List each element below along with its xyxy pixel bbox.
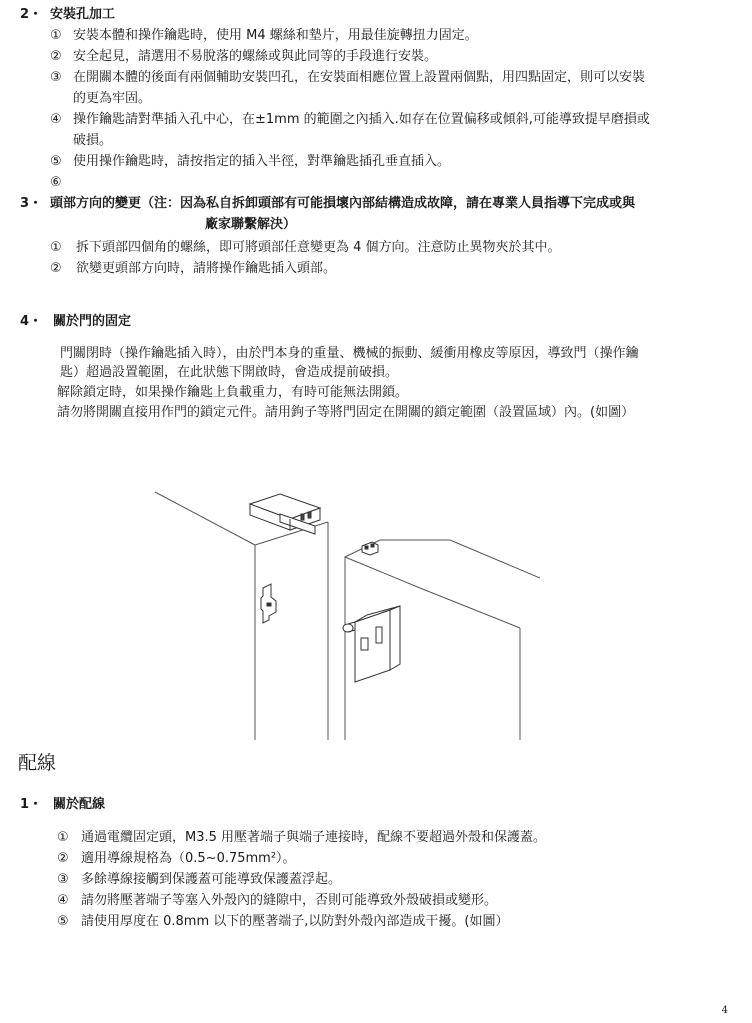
item-text: 適用導線規格為（0.5~0.75mm²）。 (81, 851, 296, 866)
paragraph-text: 解除鎖定時，如果操作鑰匙上負載重力，有時可能無法開鎖。 (57, 385, 409, 400)
item-text: 欲變更頭部方向時，請將操作鑰匙插入頭部。 (76, 261, 337, 276)
item-text: 請使用厚度在 0.8mm 以下的壓著端子,以防對外殼內部造成干擾。(如圖） (81, 914, 509, 929)
item-marker: ③ (50, 70, 62, 85)
item-marker: ① (50, 28, 62, 43)
sec2-title: 安裝孔加工 (50, 7, 116, 22)
sec3-number: 3・ (20, 196, 43, 211)
wiring-sec1-title: 關於配線 (53, 797, 106, 812)
item-marker: ④ (50, 112, 62, 127)
item-text: 拆下頭部四個角的螺絲，即可將頭部任意變更為 4 個方向。注意防止異物夾於其中。 (76, 240, 561, 255)
sec2-number: 2・ (20, 7, 43, 22)
item-text: 請勿將壓著端子等塞入外殼內的縫隙中，否則可能導致外殼破損或變形。 (81, 893, 498, 908)
item-text: 多餘導線接觸到保護蓋可能導致保護蓋浮起。 (81, 872, 342, 887)
actuator-key-bracket (261, 584, 276, 623)
item-marker: ① (50, 240, 62, 255)
door-switch-illustration (150, 470, 540, 745)
sec3-title: 頭部方向的變更（注：因為私自拆卸頭部有可能損壞內部結構造成故障，請在專業人員指導下完成或與 (50, 196, 636, 211)
door-hook (362, 542, 378, 555)
item-marker: ② (50, 261, 62, 276)
item-marker: ④ (57, 893, 69, 908)
item-text: 安全起見，請選用不易脫落的螺絲或與此同等的手段進行安裝。 (73, 49, 438, 64)
item-marker: ① (57, 830, 69, 845)
switch-body-on-door (250, 494, 320, 534)
item-marker: ⑤ (57, 914, 69, 929)
paragraph-text: 請勿將開關直接用作門的鎖定元件。請用鉤子等將門固定在開關的鎖定範圍（設置區域）內。(如圖） (57, 405, 635, 420)
sec3-title-cont: 廠家聯繫解決） (205, 217, 297, 232)
paragraph-text: 匙）超過設置範圍，在此狀態下開啟時，會造成提前破損。 (60, 365, 399, 380)
item-text: 在開關本體的後面有兩個輔助安裝凹孔，在安裝面相應位置上設置兩個點，用四點固定，則可以安裝 (73, 70, 646, 85)
sec4-title: 關於門的固定 (53, 314, 132, 329)
item-marker: ② (57, 851, 69, 866)
item-marker: ③ (57, 872, 69, 887)
item-text-cont: 破損。 (73, 133, 113, 148)
item-text: 通過電纜固定頭，M3.5 用壓著端子與端子連接時，配線不要超過外殼和保護蓋。 (81, 830, 547, 845)
paragraph-text: 門關閉時（操作鑰匙插入時），由於門本身的重量、機械的振動、緩衝用橡皮等原因，導致門（操作鑰 (60, 346, 639, 361)
safety-switch-body (343, 606, 400, 682)
item-marker: ⑥ (50, 175, 62, 190)
item-text: 使用操作鑰匙時，請按指定的插入半徑，對準鑰匙插孔垂直插入。 (73, 154, 451, 169)
item-marker: ② (50, 49, 62, 64)
item-text: 安裝本體和操作鑰匙時，使用 M4 螺絲和墊片，用最佳旋轉扭力固定。 (73, 28, 478, 43)
sec4-number: 4・ (20, 314, 43, 329)
page-number: 4 (721, 1005, 728, 1016)
wiring-title: 配線 (18, 752, 57, 774)
item-text-cont: 的更為牢固。 (73, 91, 152, 106)
wiring-sec1-number: 1・ (20, 797, 43, 812)
item-text: 操作鑰匙請對準插入孔中心，在±1mm 的範圍之內插入.如存在位置偏移或傾斜,可能導致提早磨損或 (73, 112, 650, 127)
item-marker: ⑤ (50, 154, 62, 169)
